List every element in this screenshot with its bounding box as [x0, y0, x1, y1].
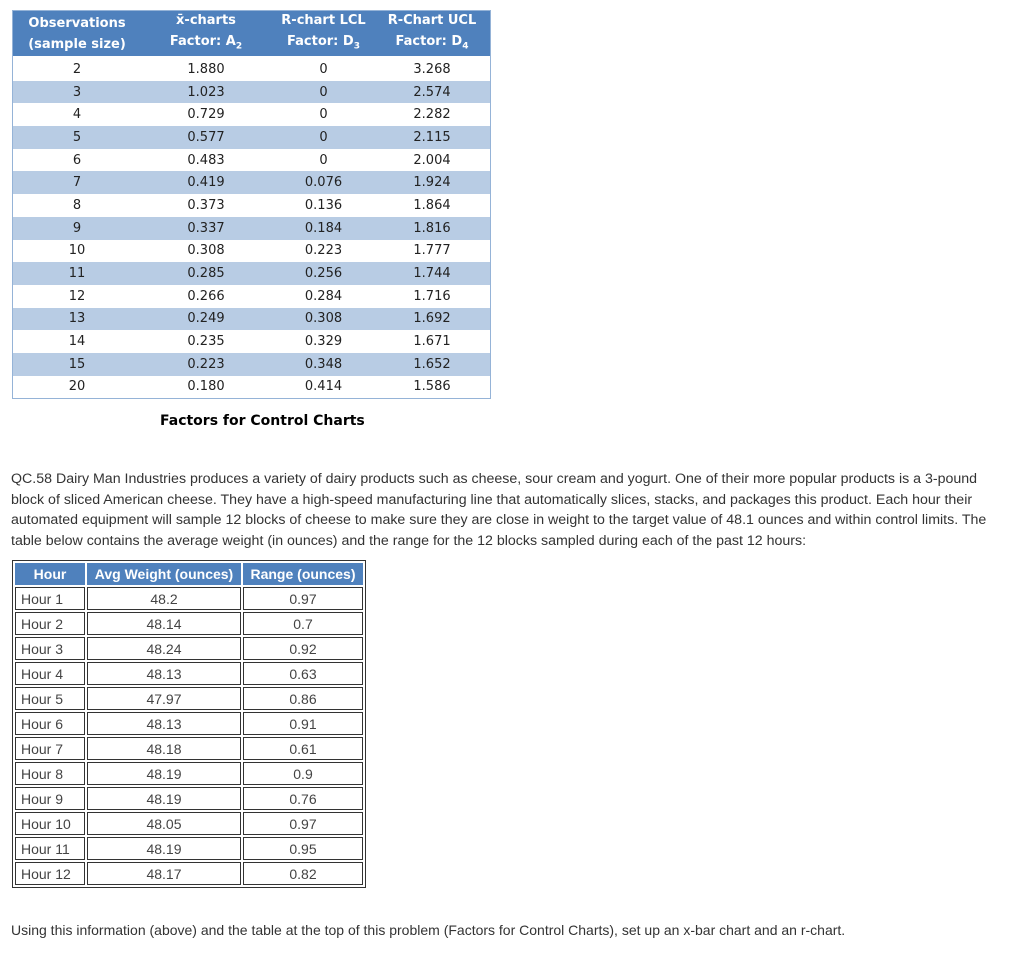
factors-row	[13, 330, 490, 353]
factors-row	[13, 217, 490, 240]
xbar-factor-cell: 0.223	[187, 356, 225, 372]
factors-row	[13, 308, 490, 331]
header-line1: R-chart LCL	[281, 12, 366, 28]
hours-table-body	[15, 587, 363, 885]
ucl-factor-cell: 1.652	[413, 356, 451, 372]
avg-weight-cell: 48.13	[87, 662, 241, 685]
ucl-factor-cell: 1.816	[413, 220, 451, 236]
factors-row	[13, 353, 490, 376]
lcl-factor-cell: 0.076	[304, 175, 343, 191]
range-cell: 0.95	[243, 837, 363, 860]
lcl-factor-cell: 0	[319, 129, 328, 145]
hours-row	[15, 612, 363, 635]
range-cell: 0.61	[243, 737, 363, 760]
header-line2	[141, 31, 271, 58]
lcl-factor-cell: 0	[319, 61, 328, 77]
factors-row	[13, 149, 490, 172]
hours-table-header	[15, 563, 363, 585]
ucl-factor-cell: 1.864	[413, 197, 451, 213]
avg-weight-cell: 48.19	[87, 837, 241, 860]
hours-row	[15, 787, 363, 810]
observations-cell: 7	[72, 175, 82, 191]
observations-cell: 6	[72, 152, 82, 168]
factors-table-body	[13, 58, 490, 398]
observations-cell: 11	[68, 266, 86, 282]
observations-cell: 4	[72, 107, 82, 123]
header-line2	[271, 31, 376, 58]
hour-cell: Hour 3	[15, 637, 85, 660]
xbar-factor-cell: 0.419	[187, 175, 225, 191]
avg-weight-cell: 48.17	[87, 862, 241, 885]
factors-row	[13, 126, 490, 149]
ucl-factor-cell: 1.744	[413, 266, 451, 282]
hours-row	[15, 737, 363, 760]
range-cell: 0.86	[243, 687, 363, 710]
xbar-factor-cell: 0.235	[187, 334, 225, 350]
factors-row	[13, 58, 490, 81]
lcl-factor-cell: 0.136	[304, 197, 343, 213]
xbar-factor-cell: 0.483	[187, 152, 225, 168]
hours-row	[15, 812, 363, 835]
factors-caption: Factors for Control Charts	[160, 413, 365, 429]
xbar-factor-cell: 0.373	[187, 197, 225, 213]
hours-row	[15, 837, 363, 860]
header-line2-prefix: Factor: D	[395, 33, 463, 49]
hour-cell: Hour 4	[15, 662, 85, 685]
factors-row	[13, 171, 490, 194]
range-cell: 0.9	[243, 762, 363, 785]
factors-table-header	[13, 11, 490, 58]
lcl-factor-cell: 0.348	[304, 356, 343, 372]
lcl-factor-cell: 0.414	[304, 379, 343, 395]
ucl-factor-cell: 1.716	[413, 288, 451, 304]
ucl-factor-cell: 2.115	[413, 129, 451, 145]
hour-cell: Hour 7	[15, 737, 85, 760]
header-line1: R-Chart UCL	[387, 12, 477, 28]
ucl-factor-cell: 1.692	[413, 311, 451, 327]
lcl-factor-cell: 0	[319, 107, 328, 123]
lcl-factor-cell: 0.284	[304, 288, 343, 304]
ucl-factor-cell: 1.586	[413, 379, 451, 395]
factors-row	[13, 194, 490, 217]
hour-cell: Hour 1	[15, 587, 85, 610]
header-rchart-ucl	[376, 11, 488, 56]
avg-weight-cell: 48.18	[87, 737, 241, 760]
header-hour: Hour	[15, 563, 85, 585]
observations-cell: 5	[72, 129, 82, 145]
hour-cell: Hour 5	[15, 687, 85, 710]
header-avg-weight: Avg Weight (ounces)	[87, 563, 241, 585]
hour-cell: Hour 9	[15, 787, 85, 810]
avg-weight-cell: 48.19	[87, 787, 241, 810]
factors-row	[13, 81, 490, 104]
hours-row	[15, 862, 363, 885]
hours-table	[12, 560, 366, 888]
hours-row	[15, 687, 363, 710]
lcl-factor-cell: 0	[319, 84, 328, 100]
ucl-factor-cell: 1.777	[413, 243, 451, 259]
header-line2-sub: 4	[462, 41, 469, 52]
observations-cell: 14	[68, 334, 86, 350]
observations-cell: 3	[72, 84, 82, 100]
observations-cell: 20	[68, 379, 86, 395]
header-xbar-factor	[141, 11, 271, 56]
header-line1: Observations	[28, 15, 126, 31]
factors-row	[13, 376, 490, 399]
xbar-factor-cell: 1.880	[187, 61, 225, 77]
factors-row	[13, 240, 490, 263]
xbar-factor-cell: 0.308	[187, 243, 225, 259]
ucl-factor-cell: 3.268	[413, 61, 451, 77]
lcl-factor-cell: 0.223	[304, 243, 343, 259]
observations-cell: 15	[68, 356, 86, 372]
factors-row	[13, 285, 490, 308]
ucl-factor-cell: 1.671	[413, 334, 451, 350]
avg-weight-cell: 48.13	[87, 712, 241, 735]
ucl-factor-cell: 2.574	[413, 84, 451, 100]
header-observations	[13, 11, 141, 56]
hours-row	[15, 637, 363, 660]
avg-weight-cell: 48.14	[87, 612, 241, 635]
factors-table	[12, 10, 491, 399]
problem-text: QC.58 Dairy Man Industries produces a variety of dairy products such as cheese, sour cream and yogurt. One of their more popular products is a 3-pound block of sliced American cheese. They have a high-speed manufacturing line that automatically slices, stacks, and packages this product. Each hour their automated equipment will sample 12 blocks of cheese to make sure they are close in weight to the target value of 48.1 ounces and within control limits. The table below contains the average weight (in ounces) and the range for the 12 blocks sampled during each of the past 12 hours:	[11, 471, 987, 549]
range-cell: 0.7	[243, 612, 363, 635]
observations-cell: 9	[72, 220, 82, 236]
header-rchart-lcl	[271, 11, 376, 56]
range-cell: 0.92	[243, 637, 363, 660]
avg-weight-cell: 47.97	[87, 687, 241, 710]
lcl-factor-cell: 0.184	[304, 220, 343, 236]
header-line2-sub: 3	[353, 41, 360, 52]
avg-weight-cell: 48.24	[87, 637, 241, 660]
range-cell: 0.76	[243, 787, 363, 810]
range-cell: 0.97	[243, 587, 363, 610]
hour-cell: Hour 10	[15, 812, 85, 835]
xbar-factor-cell: 0.266	[187, 288, 225, 304]
header-line2	[376, 31, 488, 58]
header-range: Range (ounces)	[243, 563, 363, 585]
range-cell: 0.82	[243, 862, 363, 885]
observations-cell: 10	[68, 243, 86, 259]
observations-cell: 13	[68, 311, 86, 327]
observations-cell: 12	[68, 288, 86, 304]
range-cell: 0.91	[243, 712, 363, 735]
xbar-factor-cell: 0.285	[187, 266, 225, 282]
ucl-factor-cell: 2.004	[413, 152, 451, 168]
hour-cell: Hour 11	[15, 837, 85, 860]
xbar-factor-cell: 0.577	[187, 129, 225, 145]
hours-row	[15, 712, 363, 735]
lcl-factor-cell: 0	[319, 152, 328, 168]
instruction-text: Using this information (above) and the table at the top of this problem (Factors for Control Charts), set up an x-bar chart and an r-chart.	[11, 922, 846, 938]
hour-cell: Hour 8	[15, 762, 85, 785]
hours-row	[15, 762, 363, 785]
xbar-factor-cell: 0.337	[187, 220, 225, 236]
xbar-factor-cell: 1.023	[187, 84, 225, 100]
xbar-factor-cell: 0.249	[187, 311, 225, 327]
hours-row	[15, 662, 363, 685]
hour-cell: Hour 12	[15, 862, 85, 885]
lcl-factor-cell: 0.329	[304, 334, 343, 350]
xbar-factor-cell: 0.180	[187, 379, 225, 395]
hour-cell: Hour 2	[15, 612, 85, 635]
header-line1: x̄-charts	[176, 12, 236, 28]
observations-cell: 2	[72, 61, 82, 77]
ucl-factor-cell: 2.282	[413, 107, 451, 123]
range-cell: 0.97	[243, 812, 363, 835]
lcl-factor-cell: 0.308	[304, 311, 343, 327]
header-line2: (sample size)	[28, 36, 126, 52]
factors-row	[13, 103, 490, 126]
xbar-factor-cell: 0.729	[187, 107, 225, 123]
range-cell: 0.63	[243, 662, 363, 685]
lcl-factor-cell: 0.256	[304, 266, 343, 282]
hour-cell: Hour 6	[15, 712, 85, 735]
avg-weight-cell: 48.2	[87, 587, 241, 610]
header-line2-prefix: Factor: A	[169, 33, 236, 49]
avg-weight-cell: 48.05	[87, 812, 241, 835]
hours-row	[15, 587, 363, 610]
factors-row	[13, 262, 490, 285]
header-line2-prefix: Factor: D	[287, 33, 354, 49]
ucl-factor-cell: 1.924	[413, 175, 451, 191]
observations-cell: 8	[72, 197, 82, 213]
avg-weight-cell: 48.19	[87, 762, 241, 785]
header-line2-sub: 2	[235, 41, 243, 52]
